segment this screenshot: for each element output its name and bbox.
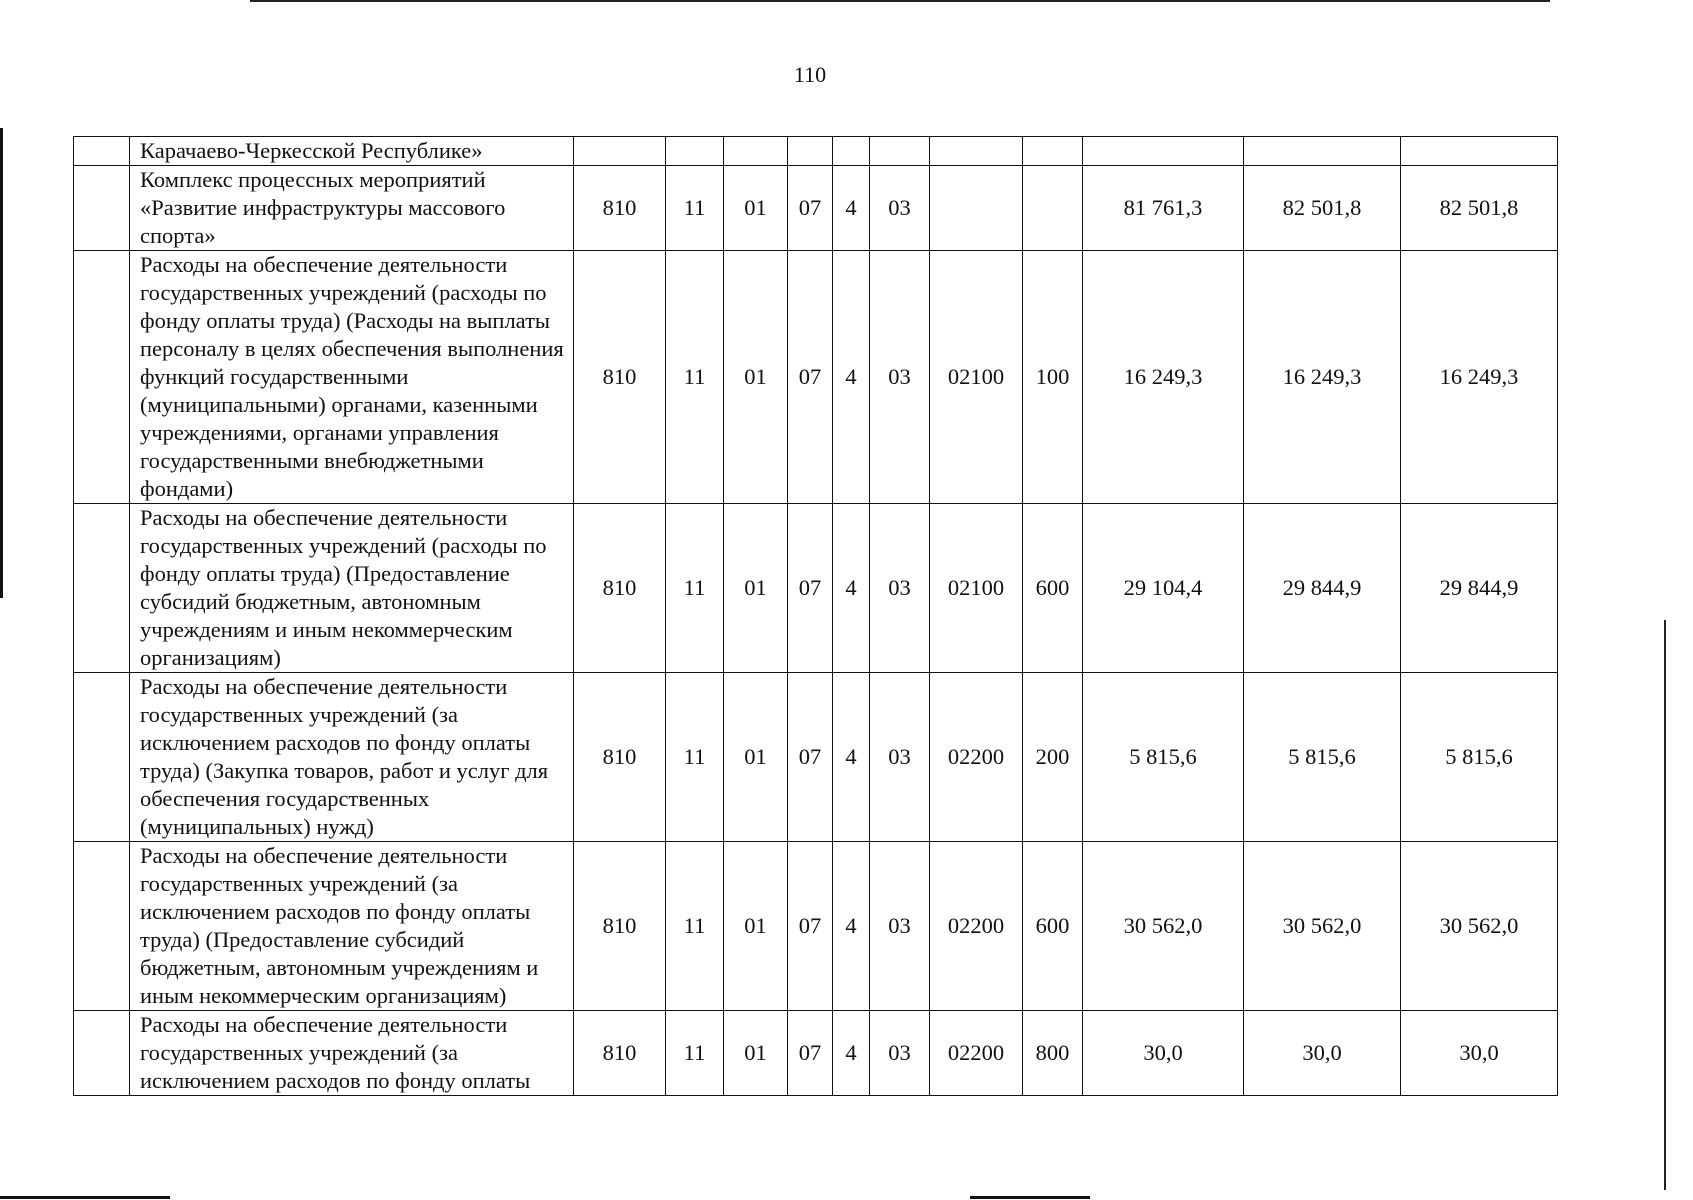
row-description: Расходы на обеспечение деятельности государственных учреждений (за исключением расходов по фонду оплаты труда) (Предоставление субсидий бюджетным, автономным учреждениям и иным некоммерческим организациям) (130, 842, 574, 1011)
amount-year-2: 16 249,3 (1244, 251, 1401, 504)
code-direction: 02100 (930, 504, 1023, 673)
code-program (788, 137, 833, 166)
scan-edge-bottom-mid (970, 1196, 1090, 1199)
code-event: 03 (870, 842, 930, 1011)
row-description: Расходы на обеспечение деятельности государственных учреждений (расходы по фонду оплаты труда) (Предоставление субсидий бюджетным, автономным учреждениям и иным некоммерческим организациям) (130, 504, 574, 673)
scan-edge-left (0, 128, 3, 598)
row-number-cell (74, 251, 130, 504)
code-direction (930, 166, 1023, 251)
amount-year-1: 5 815,6 (1083, 673, 1244, 842)
amount-year-3: 29 844,9 (1401, 504, 1558, 673)
code-ministry: 810 (574, 1011, 666, 1096)
code-direction: 02200 (930, 1011, 1023, 1096)
amount-year-2 (1244, 137, 1401, 166)
code-section: 11 (666, 504, 724, 673)
code-event: 03 (870, 1011, 930, 1096)
table-row (74, 137, 1558, 166)
table-row (74, 251, 1558, 504)
table-row (74, 504, 1558, 673)
row-number-cell (74, 1011, 130, 1096)
row-number-cell (74, 673, 130, 842)
table-row (74, 842, 1558, 1011)
row-description: Комплекс процессных мероприятий «Развитие инфраструктуры массового спорта» (130, 166, 574, 251)
code-subsection: 01 (724, 504, 788, 673)
amount-year-3: 16 249,3 (1401, 251, 1558, 504)
amount-year-2: 30 562,0 (1244, 842, 1401, 1011)
page-number: 110 (793, 62, 827, 87)
code-direction: 02100 (930, 251, 1023, 504)
code-subsection: 01 (724, 1011, 788, 1096)
code-section: 11 (666, 673, 724, 842)
budget-table (73, 136, 1558, 1096)
table-row (74, 673, 1558, 842)
code-program: 07 (788, 673, 833, 842)
amount-year-3: 30 562,0 (1401, 842, 1558, 1011)
row-number-cell (74, 137, 130, 166)
scan-edge-bottom-left (0, 1196, 170, 1199)
code-subprogram: 4 (833, 842, 870, 1011)
code-event: 03 (870, 673, 930, 842)
amount-year-3 (1401, 137, 1558, 166)
code-expense-type (1023, 166, 1083, 251)
code-subprogram (833, 137, 870, 166)
code-subsection: 01 (724, 842, 788, 1011)
code-program: 07 (788, 1011, 833, 1096)
code-program: 07 (788, 251, 833, 504)
code-expense-type: 800 (1023, 1011, 1083, 1096)
code-expense-type: 200 (1023, 673, 1083, 842)
code-direction: 02200 (930, 842, 1023, 1011)
code-subprogram: 4 (833, 673, 870, 842)
code-program: 07 (788, 842, 833, 1011)
code-ministry: 810 (574, 504, 666, 673)
row-description: Расходы на обеспечение деятельности государственных учреждений (расходы по фонду оплаты труда) (Расходы на выплаты персоналу в целях обеспечения выполнения функций государственными (муниципальными) органами, казенными учреждениями, органами управления государственными внебюджетными фондами) (130, 251, 574, 504)
amount-year-1: 30,0 (1083, 1011, 1244, 1096)
code-ministry: 810 (574, 251, 666, 504)
code-program: 07 (788, 166, 833, 251)
code-subsection: 01 (724, 673, 788, 842)
code-section: 11 (666, 251, 724, 504)
row-description: Карачаево-Черкесской Республике» (130, 137, 574, 166)
amount-year-2: 30,0 (1244, 1011, 1401, 1096)
code-ministry: 810 (574, 166, 666, 251)
code-subprogram: 4 (833, 1011, 870, 1096)
code-subprogram: 4 (833, 166, 870, 251)
amount-year-2: 29 844,9 (1244, 504, 1401, 673)
code-ministry: 810 (574, 673, 666, 842)
row-description: Расходы на обеспечение деятельности государственных учреждений (за исключением расходов по фонду оплаты (130, 1011, 574, 1096)
code-expense-type: 600 (1023, 842, 1083, 1011)
amount-year-1: 29 104,4 (1083, 504, 1244, 673)
amount-year-3: 30,0 (1401, 1011, 1558, 1096)
scan-edge-right (1664, 620, 1666, 1190)
row-number-cell (74, 166, 130, 251)
code-section: 11 (666, 842, 724, 1011)
code-subsection (724, 137, 788, 166)
code-event: 03 (870, 166, 930, 251)
code-event (870, 137, 930, 166)
code-direction: 02200 (930, 673, 1023, 842)
code-event: 03 (870, 504, 930, 673)
amount-year-3: 5 815,6 (1401, 673, 1558, 842)
row-number-cell (74, 504, 130, 673)
code-subprogram: 4 (833, 251, 870, 504)
code-ministry: 810 (574, 842, 666, 1011)
amount-year-1: 81 761,3 (1083, 166, 1244, 251)
code-subsection: 01 (724, 166, 788, 251)
amount-year-2: 82 501,8 (1244, 166, 1401, 251)
code-subsection: 01 (724, 251, 788, 504)
code-subprogram: 4 (833, 504, 870, 673)
code-direction (930, 137, 1023, 166)
code-expense-type: 600 (1023, 504, 1083, 673)
amount-year-1 (1083, 137, 1244, 166)
amount-year-3: 82 501,8 (1401, 166, 1558, 251)
amount-year-1: 16 249,3 (1083, 251, 1244, 504)
code-section (666, 137, 724, 166)
code-event: 03 (870, 251, 930, 504)
row-number-cell (74, 842, 130, 1011)
table-row (74, 1011, 1558, 1096)
table-row (74, 166, 1558, 251)
amount-year-2: 5 815,6 (1244, 673, 1401, 842)
code-program: 07 (788, 504, 833, 673)
code-expense-type (1023, 137, 1083, 166)
code-ministry (574, 137, 666, 166)
code-expense-type: 100 (1023, 251, 1083, 504)
amount-year-1: 30 562,0 (1083, 842, 1244, 1011)
scan-edge-top (250, 0, 1550, 2)
code-section: 11 (666, 166, 724, 251)
code-section: 11 (666, 1011, 724, 1096)
row-description: Расходы на обеспечение деятельности государственных учреждений (за исключением расходов по фонду оплаты труда) (Закупка товаров, работ и услуг для обеспечения государственных (муниципальных) нужд) (130, 673, 574, 842)
